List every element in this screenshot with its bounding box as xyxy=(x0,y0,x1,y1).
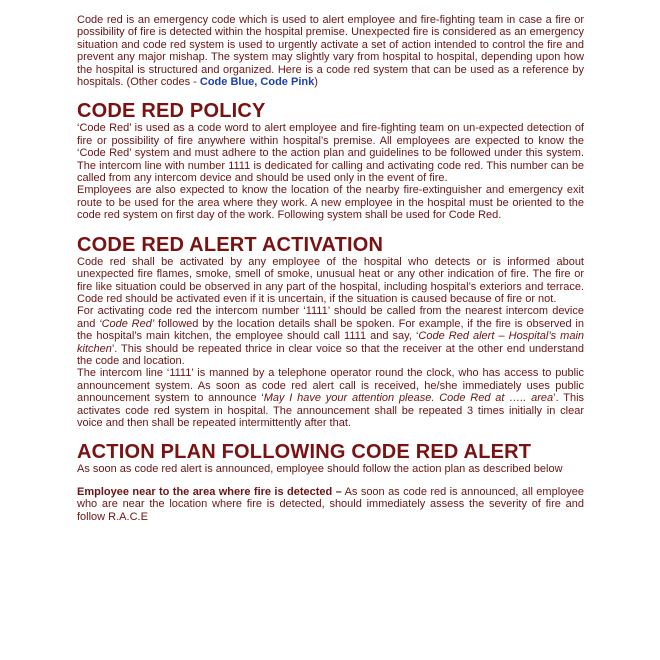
code-pink-link[interactable]: Code Pink xyxy=(260,76,315,89)
heading-code-red-policy: CODE RED POLICY xyxy=(77,100,266,123)
action-plan-paragraph-2 xyxy=(77,486,584,523)
policy-paragraph-1: ‘Code Red’ is used as a code word to alert employee and fire-fighting team on un-expected detection of fire or possibility of fire anywhere within hospital’s premise. All employees are expected to know the ‘Code Red’ system and must adhere to the action plan and guidelines to be followed under this system. The intercom line with number 1111 is dedicated for calling and activating code red. This number can be called from any intercom device and should be used only in the event of fire. xyxy=(77,122,584,185)
activation-p2-italic-code-red: ‘Code Red’ xyxy=(99,317,155,330)
intro-close-paren: ) xyxy=(314,76,318,89)
activation-paragraph-1: Code red shall be activated by any employee of the hospital who detects or is informed about unexpected fire flames, smoke, smell of smoke, unusual heat or any other indication of fire. The fire or fire like situation could be observed in any part of the hospital, including hospital’s exteriors and terrace. Code red should be activated even if it is uncertain, if the situation is caused because of fire or not. xyxy=(77,255,584,305)
activation-p3-text-c: ’. This activates code red system in hospital. The announcement shall be repeated 3 times initially in clear voice and then shall be repeated intermittently after that. xyxy=(77,392,585,429)
link-separator: , xyxy=(254,76,261,89)
policy-paragraph-2: Employees are also expected to know the location of the nearby fire-extinguisher and emergency exit route to be used for the area where they work. A new employee in the hospital must be oriented to the code red system on first day of the work. Following system shall be used for Code Red. xyxy=(77,184,584,222)
code-blue-link[interactable]: Code Blue xyxy=(199,76,255,89)
heading-action-plan: ACTION PLAN FOLLOWING CODE RED ALERT xyxy=(77,441,532,464)
intro-text: Code red is an emergency code which is used to alert employee and fire-fighting team in case a fire or possibility of fire is detected within the hospital premise. Unexpected fire is considered as an emergency situation and code red system is used to urgently activate a set of action intended to control the fire and prevent any major mishap. The system may slightly vary from hospital to hospital, depending upon how the hospital is structured and organized. Here is a code red system that can be used as a reference by hospitals. (Other codes - xyxy=(77,14,584,89)
action-plan-text: As soon as code red is announced, all employee who are near the location where fire is detected, should immediately assess the severity of fire and follow R.A.C.E xyxy=(77,485,584,523)
activation-p2-text-e: ’. This should be repeated thrice in clear voice so that the receiver at the other end understand the code and location. xyxy=(77,342,584,367)
action-plan-bold-lead: Employee near to the area where fire is detected – xyxy=(77,485,342,498)
activation-p3-italic-announcement: May I have your attention please. Code Red at ….. area xyxy=(263,392,554,405)
activation-p2-italic-example: Code Red alert – Hospital’s main kitchen xyxy=(77,330,585,355)
activation-p3-text-a: The intercom line ‘1111’ is manned by a telephone operator round the clock, who has access to public announcement system. As soon as code red alert call is received, he/she immediately uses public announcement system to announce ‘ xyxy=(77,367,584,405)
activation-paragraph-2 xyxy=(77,305,584,367)
action-plan-paragraph-1: As soon as code red alert is announced, employee should follow the action plan as described below xyxy=(77,463,563,476)
activation-p2-text-c: followed by the location details shall be spoken. For example, if the fire is observed in the hospital’s main kitchen, the employee should call 1111 and say, ‘ xyxy=(77,317,584,343)
activation-p2-text-a: For activating code red the intercom number ‘1111’ should be called from the nearest intercom device and xyxy=(77,305,584,330)
document-page xyxy=(77,14,584,523)
heading-alert-activation: CODE RED ALERT ACTIVATION xyxy=(77,233,384,256)
activation-paragraph-3 xyxy=(77,367,584,429)
intro-paragraph xyxy=(77,14,584,88)
